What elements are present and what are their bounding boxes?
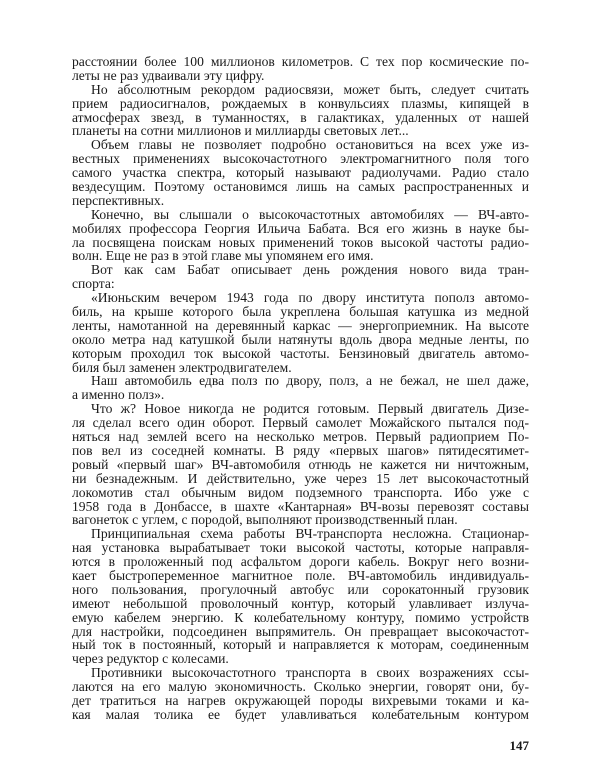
text-line: через редуктор с колесами.: [72, 651, 229, 667]
text-line: Что ж? Новое никогда не родится готовым. Первый двигатель Дизе-: [91, 401, 529, 417]
text-line: леты не раз удваивали эту цифру.: [72, 67, 265, 83]
text-line: мобилях профессора Георгия Ильича Бабата. Вся его жизнь в науке бы-: [72, 220, 529, 236]
text-line: вагонеток с углем, с породой, выполняют производственный план.: [72, 512, 458, 528]
text-line: емую кабелем энергию. К колебательному контуру, помимо устройств: [72, 609, 529, 625]
text-line: спорта:: [72, 276, 115, 292]
paragraph: [72, 55, 529, 83]
text-line: биль, на крыше которого была укреплена большая катушка из медной: [72, 304, 529, 320]
text-line: Но абсолютным рекордом радиосвязи, может быть, следует считать: [91, 81, 529, 97]
page-number: 147: [509, 738, 529, 753]
text-line: вездесущим. Поэтому остановимся лишь на самых распространенных и: [72, 179, 529, 195]
text-line: Конечно, вы слышали о высокочастотных автомобилях — ВЧ-авто-: [91, 206, 529, 222]
text-line: биля был заменен электродвигателем.: [72, 359, 292, 375]
text-line: Противники высокочастотного транспорта в своих возражениях ссы-: [91, 665, 529, 681]
paragraph: [72, 208, 529, 264]
text-line: а именно полз».: [72, 387, 165, 403]
text-line: вестных применениях высокочастотного электромагнитного поля того: [72, 151, 529, 167]
paragraph: [72, 263, 529, 291]
book-page-text: [72, 55, 529, 722]
text-line: волн. Еще не раз в этой главе мы упомянем его имя.: [72, 248, 374, 264]
text-line: Объем главы не позволяет подробно остановиться на всех уже из-: [91, 137, 529, 153]
text-line: ла посвящена поискам новых применений токов высокой частоты радио-: [72, 234, 529, 250]
text-line: ная установка вырабатывает токи высокой частоты, которые направля-: [72, 540, 529, 556]
text-line: кая малая толика ее будет улавливаться колебательным контуром: [72, 706, 529, 722]
text-line: прием радиосигналов, рождаемых в конвульсиях плазмы, кипящей в: [72, 95, 529, 111]
paragraph: [72, 374, 529, 402]
paragraph: [72, 666, 529, 722]
text-line: планеты на сотни миллионов и миллиарды световых лет...: [72, 123, 409, 139]
text-line: около метра над катушкой были натянуты вдоль двора медные ленты, по: [72, 331, 529, 347]
text-line: ного пользования, прогулочный автобус или сорокатонный грузовик: [72, 581, 529, 597]
text-line: Принципиальная схема работы ВЧ-транспорта несложна. Стационар-: [91, 526, 529, 542]
paragraph: [72, 83, 529, 139]
paragraph: [72, 527, 529, 666]
text-line: Вот как сам Бабат описывает день рождения нового вида тран-: [91, 262, 529, 278]
text-line: няться над землей всего на несколько метров. Первый радиоприем По-: [72, 429, 529, 445]
text-line: «Июньским вечером 1943 года по двору института пополз автомо-: [91, 290, 529, 306]
text-line: дет тратиться на нагрев окружающей породы вихревыми токами и ка-: [72, 692, 529, 708]
text-line: для настройки, подсоединен выпрямитель. Он превращает высокочастот-: [72, 623, 529, 639]
text-line: лаются на его малую экономичность. Сколько энергии, говорят они, бу-: [72, 679, 529, 695]
text-line: самого участка спектра, который называют радиолучами. Радио стало: [72, 165, 529, 181]
text-line: кает быстропеременное магнитное поле. ВЧ-автомобиль индивидуаль-: [72, 567, 529, 583]
paragraph: [72, 291, 529, 374]
text-line: ленты, намотанной на деревянный каркас — энергоприемник. На высоте: [72, 317, 529, 333]
text-line: расстоянии более 100 миллионов километров. С тех пор космические по-: [72, 54, 529, 69]
text-line: ровый «первый шаг» ВЧ-автомобиля отнюдь не кажется ни ничтожным,: [72, 456, 529, 472]
text-line: пов вел из соседней комнаты. В ряду «первых шагов» пятидесятимет-: [72, 442, 529, 458]
text-line: локомотив стал обычным видом подземного транспорта. Ибо уже с: [72, 484, 529, 500]
paragraph: [72, 402, 529, 527]
text-line: атмосферах звезд, в туманностях, в галактиках, удаленных от нашей: [72, 109, 529, 125]
text-line: ни безнадежным. И действительно, уже через 15 лет высокочастотный: [72, 470, 529, 486]
text-line: 1958 года в Донбассе, в шахте «Кантарная» ВЧ-возы перевозят составы: [72, 498, 529, 514]
text-line: перспективных.: [72, 192, 165, 208]
text-line: Наш автомобиль едва полз по двору, полз, а не бежал, не шел даже,: [91, 373, 529, 389]
paragraph: [72, 138, 529, 207]
text-line: ются в проложенный под асфальтом дороги кабель. Вокруг него возни-: [72, 554, 529, 570]
text-line: имеют небольшой проволочный контур, который улавливает излуча-: [72, 595, 529, 611]
text-line: ный ток в постоянный, который и направляется к моторам, соединенным: [72, 637, 529, 653]
text-line: которым проходил ток высокой частоты. Бензиновый двигатель автомо-: [72, 345, 529, 361]
text-line: ля сделал всего один оборот. Первый самолет Можайского пытался под-: [72, 415, 529, 431]
